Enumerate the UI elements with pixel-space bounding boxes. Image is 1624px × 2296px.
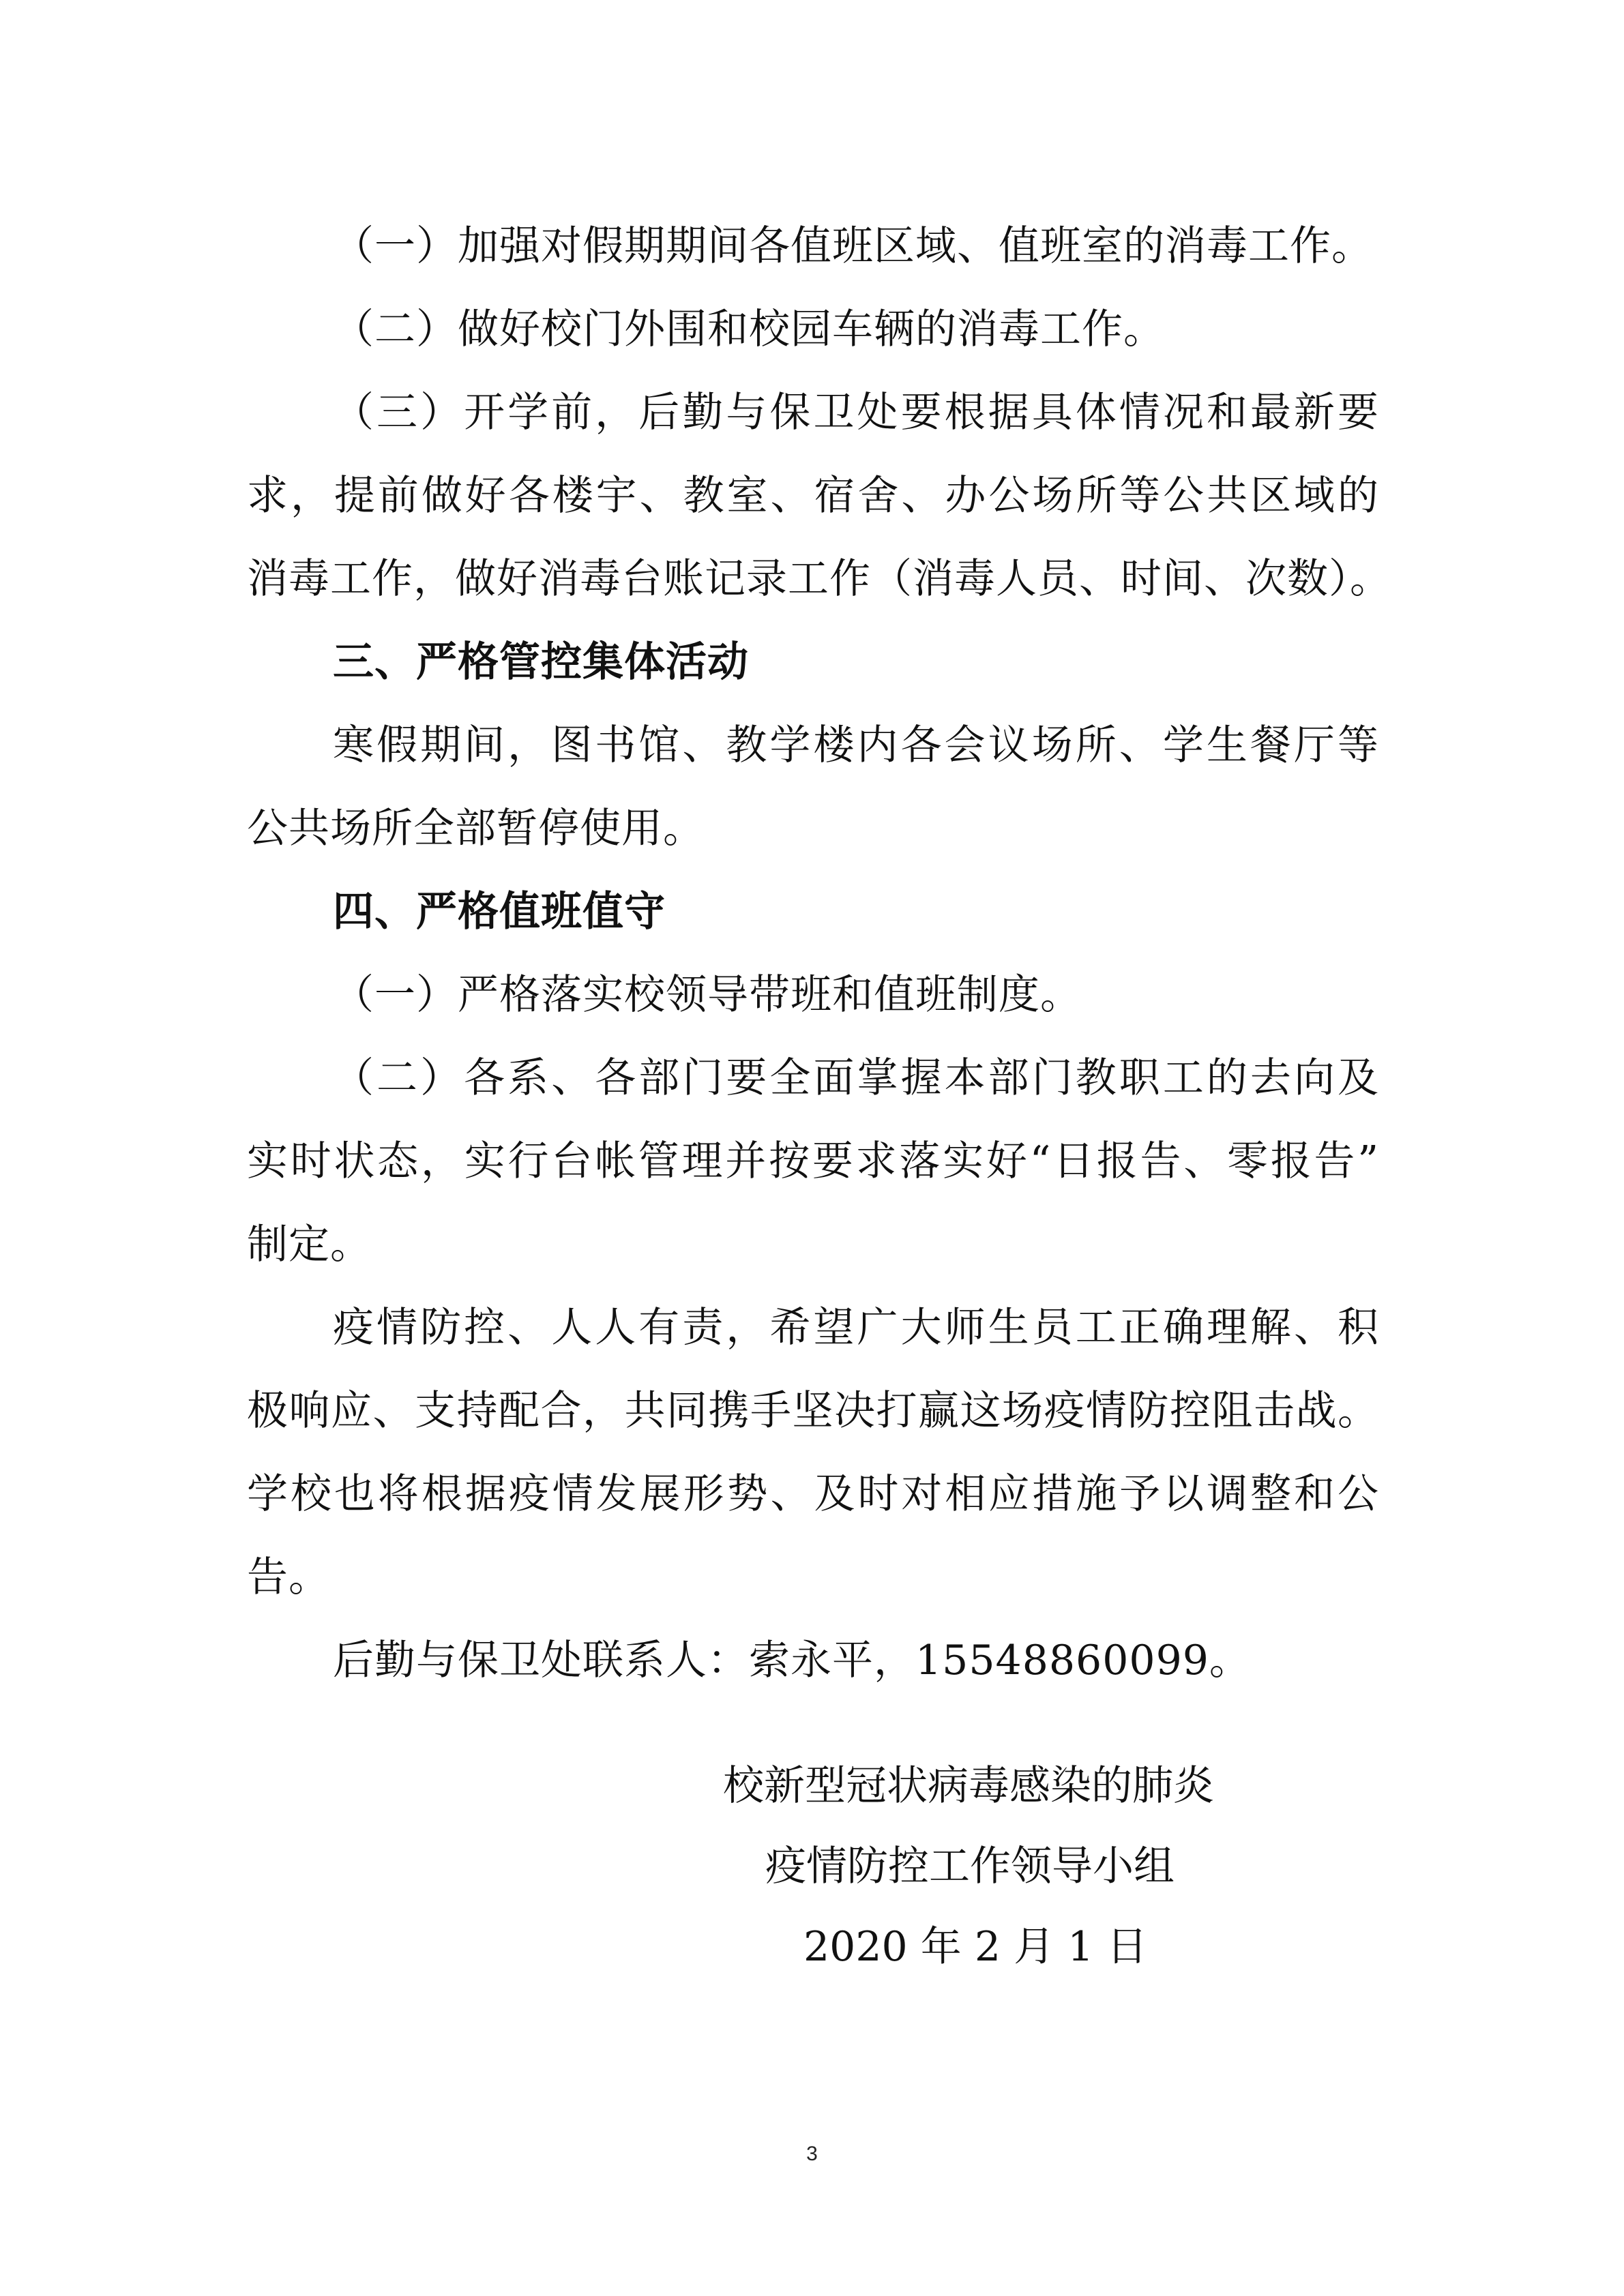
page-number: 3 bbox=[806, 2143, 818, 2165]
paragraph-line: （三）开学前，后勤与保卫处要根据具体情况和最新要 bbox=[333, 389, 1379, 436]
paragraph-line: 疫情防控、人人有责，希望广大师生员工正确理解、积 bbox=[333, 1304, 1379, 1352]
signature-group: 疫情防控工作领导小组 bbox=[765, 1843, 1175, 1890]
paragraph-line: 实时状态，实行台帐管理并按要求落实好“日报告、零报告” bbox=[247, 1137, 1379, 1185]
paragraph-line: 求，提前做好各楼宇、教室、宿舍、办公场所等公共区域的 bbox=[247, 472, 1379, 520]
paragraph-line: （二）各系、各部门要全面掌握本部门教职工的去向及 bbox=[333, 1054, 1379, 1102]
paragraph-line: （二）做好校门外围和校园车辆的消毒工作。 bbox=[333, 305, 1165, 353]
paragraph-line: 公共场所全部暂停使用。 bbox=[247, 805, 705, 852]
contact-line: 后勤与保卫处联系人：索永平，15548860099。 bbox=[333, 1637, 1251, 1684]
paragraph-line: 极响应、支持配合，共同携手坚决打赢这场疫情防控阻击战。 bbox=[247, 1387, 1379, 1435]
section-heading: 四、严格值班值守 bbox=[333, 888, 666, 936]
paragraph-line: 告。 bbox=[247, 1553, 330, 1601]
paragraph-line: 学校也将根据疫情发展形势、及时对相应措施予以调整和公 bbox=[247, 1470, 1379, 1518]
paragraph-line: 消毒工作，做好消毒台账记录工作（消毒人员、时间、次数）。 bbox=[247, 555, 1391, 603]
signature-organization: 校新型冠状病毒感染的肺炎 bbox=[723, 1762, 1214, 1810]
section-heading: 三、严格管控集体活动 bbox=[333, 638, 749, 686]
signature-date: 2020 年 2 月 1 日 bbox=[803, 1923, 1148, 1971]
paragraph-line: （一）加强对假期期间各值班区域、值班室的消毒工作。 bbox=[333, 222, 1373, 270]
paragraph-line: 制定。 bbox=[247, 1221, 372, 1268]
signature-block bbox=[723, 1746, 1269, 1987]
paragraph-line: （一）严格落实校领导带班和值班制度。 bbox=[333, 971, 1082, 1019]
document-body bbox=[247, 205, 1391, 1702]
paragraph-line: 寒假期间，图书馆、教学楼内各会议场所、学生餐厅等 bbox=[333, 721, 1379, 769]
